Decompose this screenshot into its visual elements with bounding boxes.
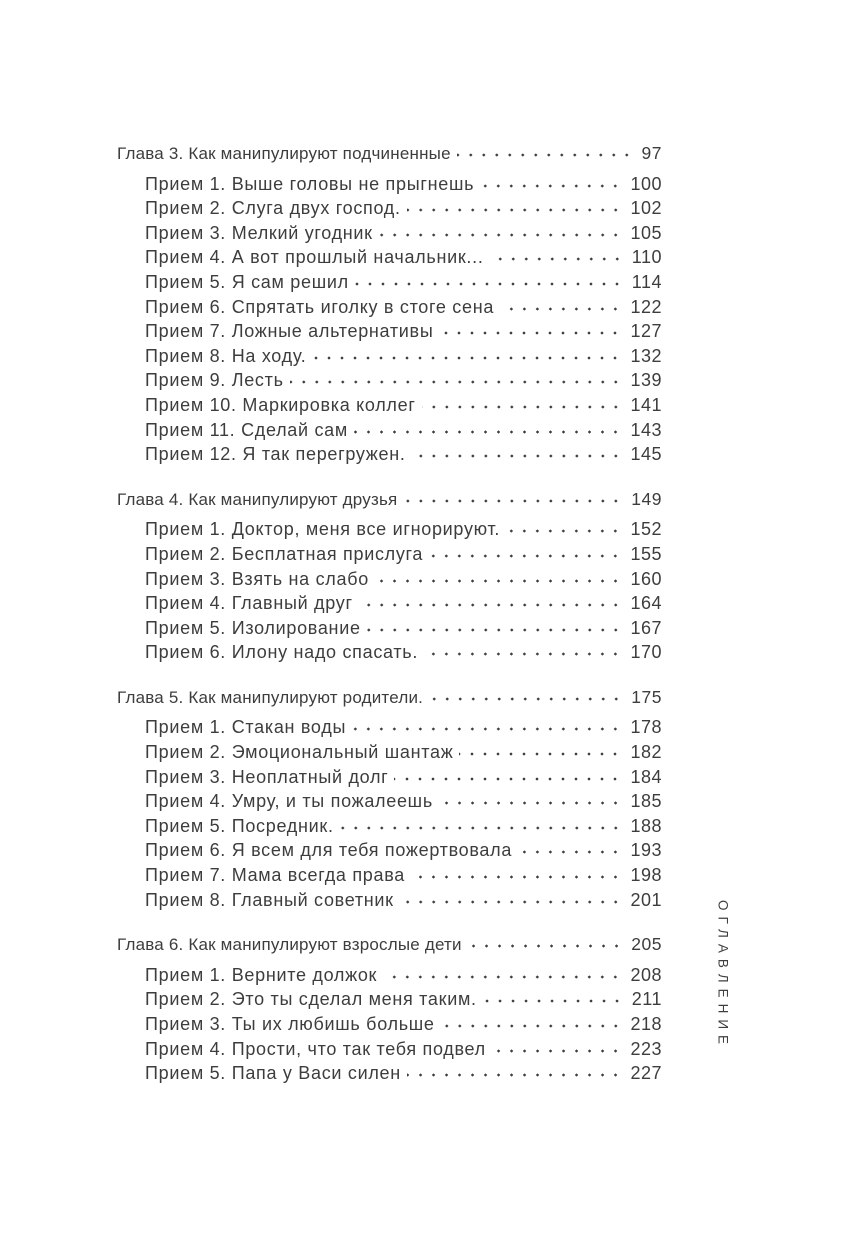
toc-item-title: Прием 5. Посредник. (145, 815, 334, 836)
page-number: 185 (630, 791, 662, 812)
toc-item (117, 344, 662, 369)
chapter-group-6 (117, 932, 662, 1086)
dot-leader (352, 719, 626, 733)
toc-item-title: Прием 1. Доктор, меня все игнорируют. (145, 519, 501, 540)
dot-leader (359, 595, 627, 609)
page-number: 193 (630, 840, 662, 861)
toc-item (117, 418, 662, 443)
dot-leader (394, 769, 626, 783)
toc-item (117, 715, 662, 740)
toc-item (117, 863, 662, 888)
toc-item (117, 814, 662, 839)
toc-item-title: Прием 2. Бесплатная прислуга (145, 543, 424, 564)
page-number: 152 (630, 519, 662, 540)
toc-item-title: Прием 6. Я всем для тебя пожертвовала (145, 840, 513, 861)
dot-leader (412, 446, 627, 460)
toc-item-title: Прием 2. Это ты сделал меня таким. (145, 989, 477, 1010)
dot-leader (518, 842, 626, 856)
page-number: 188 (630, 815, 662, 836)
toc-item (117, 616, 662, 641)
toc-item (117, 740, 662, 765)
page-number: 201 (630, 889, 662, 910)
dot-leader (424, 644, 626, 658)
page-number: 164 (630, 593, 662, 614)
dot-leader (403, 491, 627, 505)
dot-leader (490, 249, 628, 263)
page-number: 132 (630, 345, 662, 366)
toc-item-title: Прием 7. Мама всегда права (145, 865, 405, 886)
dot-leader (439, 323, 626, 337)
dot-leader (483, 991, 628, 1005)
toc-item (117, 442, 662, 467)
toc-item-title: Прием 11. Сделай сам (145, 419, 348, 440)
toc-item (117, 838, 662, 863)
dot-leader (457, 145, 638, 159)
page-number: 105 (630, 222, 662, 243)
dot-leader (407, 200, 627, 214)
page-number: 218 (630, 1014, 662, 1034)
toc-item-title: Прием 9. Лесть (145, 370, 284, 391)
toc-item (117, 987, 662, 1012)
dot-leader (468, 936, 628, 950)
chapter-title: Глава 5. Как манипулируют родители. (117, 687, 424, 707)
toc-item (117, 221, 662, 246)
toc-item-title: Прием 1. Выше головы не прыгнешь (145, 173, 475, 194)
toc-item-title: Прием 1. Стакан воды (145, 717, 347, 738)
toc-item (117, 1061, 662, 1086)
dot-leader (407, 1065, 627, 1079)
toc-item-title: Прием 3. Ты их любишь больше (145, 1014, 435, 1034)
page-number: 139 (630, 370, 662, 391)
toc-item (117, 963, 662, 988)
toc-item-title: Прием 2. Слуга двух господ. (145, 198, 401, 219)
toc-item-title: Прием 4. А вот прошлый начальник... (145, 247, 484, 268)
page-number: 170 (630, 642, 662, 663)
page-number: 110 (631, 247, 662, 268)
toc-item-title: Прием 4. Главный друг (145, 593, 353, 614)
dot-leader (429, 546, 626, 560)
dot-leader (375, 571, 627, 585)
chapter-row (117, 487, 662, 513)
chapter-title: Глава 6. Как манипулируют взрослые дети (117, 935, 462, 955)
toc-item-title: Прием 4. Прости, что так тебя подвел (145, 1038, 486, 1059)
table-of-contents (117, 141, 662, 1086)
page-number: 178 (630, 717, 662, 738)
page-number: 141 (630, 394, 662, 415)
dot-leader (411, 867, 626, 881)
dot-leader (290, 372, 627, 386)
toc-item (117, 196, 662, 221)
page-number: 100 (630, 173, 662, 194)
chapter-title: Глава 4. Как манипулируют друзья (117, 489, 398, 509)
page-number: 205 (631, 934, 662, 955)
page-number: 149 (631, 488, 662, 509)
toc-item (117, 1037, 662, 1062)
chapter-group-5 (117, 685, 662, 912)
toc-item-title: Прием 12. Я так перегружен. (145, 444, 406, 465)
dot-leader (439, 793, 627, 807)
toc-item (117, 295, 662, 320)
page-number: 122 (630, 296, 662, 317)
toc-item (117, 245, 662, 270)
dot-leader (383, 967, 626, 981)
toc-item-title: Прием 3. Мелкий угодник (145, 222, 373, 243)
toc-item (117, 393, 662, 418)
page-number: 160 (630, 568, 662, 589)
chapter-title: Глава 3. Как манипулируют подчиненные (117, 144, 451, 163)
toc-item (117, 789, 662, 814)
toc-item-title: Прием 8. Главный советник (145, 889, 394, 910)
dot-leader (400, 892, 627, 906)
page-number: 155 (630, 543, 662, 564)
page-number: 182 (630, 742, 662, 763)
toc-item (117, 270, 662, 295)
toc-item-title: Прием 2. Эмоциональный шантаж (145, 742, 454, 763)
dot-leader (429, 689, 627, 703)
toc-item-title: Прием 10. Маркировка коллег (145, 394, 416, 415)
page-number: 184 (630, 766, 662, 787)
toc-item (117, 591, 662, 616)
toc-item-title: Прием 7. Ложные альтернативы (145, 321, 434, 342)
chapter-group-4 (117, 487, 662, 665)
page-number: 208 (630, 964, 662, 985)
page-number: 175 (631, 686, 662, 707)
page-number: 114 (631, 271, 662, 292)
dot-leader (355, 274, 628, 288)
chapter-group-3 (117, 141, 662, 467)
dot-leader (500, 299, 626, 313)
dot-leader (459, 744, 626, 758)
dot-leader (422, 397, 627, 411)
dot-leader (367, 620, 627, 634)
toc-item (117, 640, 662, 665)
page-number: 145 (630, 444, 662, 465)
toc-item (117, 517, 662, 542)
toc-item-title: Прием 3. Взять на слабо (145, 568, 369, 589)
page-number: 102 (630, 198, 662, 219)
toc-item (117, 888, 662, 913)
toc-item-title: Прием 5. Я сам решил (145, 271, 349, 292)
dot-leader (379, 225, 627, 239)
page-number: 198 (630, 865, 662, 886)
page-number: 167 (630, 617, 662, 638)
page-number: 127 (630, 321, 662, 342)
toc-vertical-label: ОГЛАВЛЕНИЕ (715, 899, 731, 1051)
page-number: 143 (630, 419, 662, 440)
dot-leader (354, 422, 627, 436)
dot-leader (441, 1016, 627, 1030)
toc-item-title: Прием 3. Неоплатный долг (145, 766, 389, 787)
page-number: 97 (641, 143, 662, 163)
toc-item-title: Прием 8. На ходу. (145, 345, 307, 366)
toc-item-title: Прием 1. Верните должок (145, 964, 378, 985)
toc-item-title: Прием 5. Папа у Васи силен (145, 1063, 401, 1084)
page-number: 211 (631, 989, 662, 1010)
dot-leader (312, 348, 626, 362)
toc-item (117, 765, 662, 790)
toc-item (117, 542, 662, 567)
dot-leader (340, 818, 627, 832)
toc-item-title: Прием 6. Спрятать иголку в стоге сена (145, 296, 495, 317)
page-number: 223 (630, 1038, 662, 1059)
dot-leader (480, 176, 626, 190)
toc-item-title: Прием 4. Умру, и ты пожалеешь (145, 791, 433, 812)
chapter-row (117, 685, 662, 711)
toc-item-title: Прием 6. Илону надо спасать. (145, 642, 419, 663)
toc-item-title: Прием 5. Изолирование (145, 617, 361, 638)
dot-leader (506, 521, 626, 535)
toc-item (117, 368, 662, 393)
chapter-row (117, 932, 662, 958)
page-number: 227 (630, 1063, 662, 1084)
dot-leader (492, 1041, 627, 1055)
toc-item (117, 172, 662, 197)
toc-item (117, 1012, 662, 1037)
chapter-row (117, 141, 662, 167)
toc-item (117, 567, 662, 592)
toc-item (117, 319, 662, 344)
